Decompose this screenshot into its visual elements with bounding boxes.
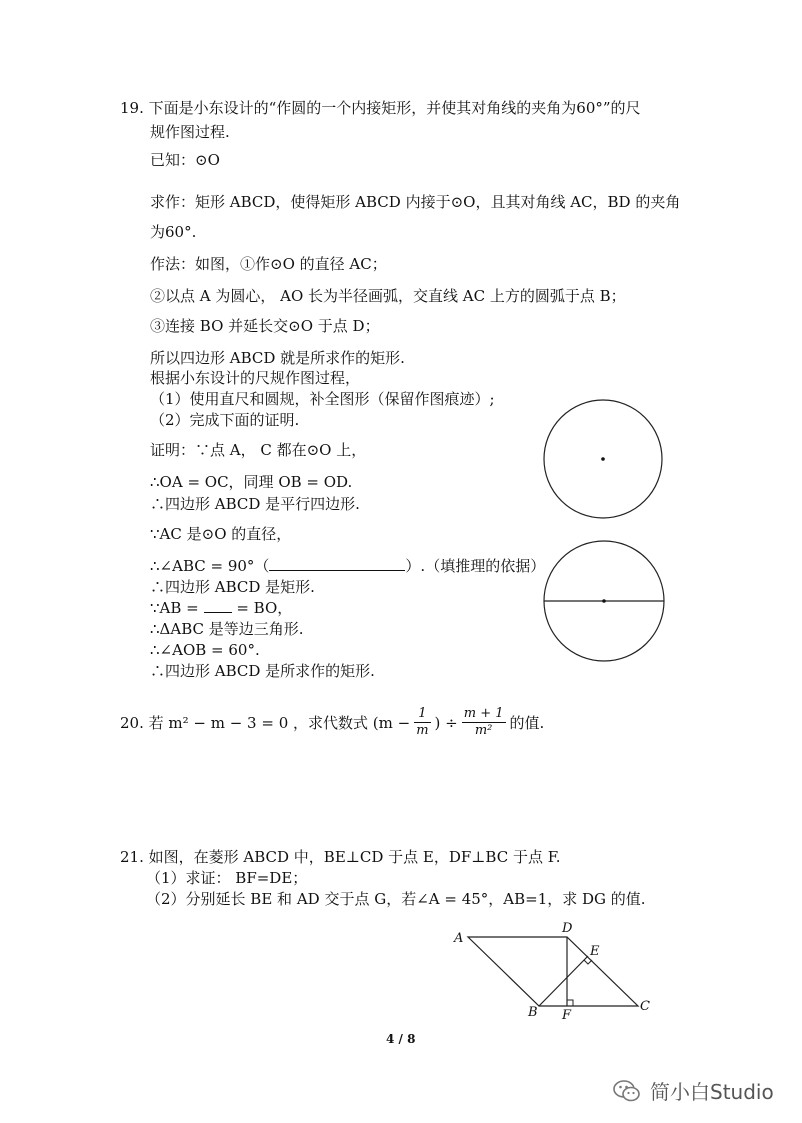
label-d: D — [562, 921, 573, 936]
wechat-icon — [612, 1078, 642, 1104]
q19-task-line2: 为60°. — [150, 223, 197, 241]
segment-be — [539, 956, 588, 1006]
center-dot — [601, 457, 605, 461]
frac2-numerator: m + 1 — [463, 706, 504, 721]
q21-part1: （1）求证： BF=DE； — [146, 869, 308, 887]
frac1-numerator: 1 — [414, 706, 430, 723]
q20-line — [120, 706, 544, 739]
q19-proof-line1: 证明：∵点 A， C 都在⊙O 上， — [150, 441, 367, 459]
q19-step3: ③连接 BO 并延长交⊙O 于点 D； — [150, 317, 380, 335]
q21-line1: 21. 如图，在菱形 ABCD 中，BE⊥CD 于点 E，DF⊥BC 于点 F. — [120, 848, 561, 866]
q19-proof-line8: ∴ΔABC 是等边三角形. — [150, 620, 304, 638]
rhombus-figure — [450, 920, 660, 1025]
q19-task-line1: 求作：矩形 ABCD，使得矩形 ABCD 内接于⊙O，且其对角线 AC，BD 的夹角 — [150, 193, 681, 211]
page-number: 4 / 8 — [386, 1032, 416, 1046]
label-b: B — [528, 1005, 538, 1020]
q19-step1: 作法：如图，①作⊙O 的直径 AC； — [150, 255, 387, 273]
right-angle-f — [567, 1000, 573, 1006]
reason-answer-blank[interactable] — [269, 556, 405, 571]
q19-proof-line2: ∴OA = OC，同理 OB = OD. — [150, 473, 353, 491]
rhombus-abcd — [468, 937, 638, 1006]
q19-step2: ②以点 A 为圆心， AO 长为半径画弧，交直线 AC 上方的圆弧于点 B； — [150, 287, 626, 305]
watermark — [612, 1076, 774, 1105]
q19-line1: 19. 下面是小东设计的“作圆的一个内接矩形，并使其对角线的夹角为60°”的尺 — [120, 99, 641, 117]
q20-mid: ) ÷ — [434, 713, 458, 732]
q19-part1: （1）使用直尺和圆规，补全图形（保留作图痕迹）; — [150, 390, 495, 408]
q19-proof-line7 — [150, 598, 292, 618]
q19-proof-line10: ∴四边形 ABCD 是所求作的矩形. — [150, 662, 375, 680]
frac1-denominator: m — [416, 723, 429, 738]
q19-proof-line9: ∴∠AOB = 60°. — [150, 641, 260, 659]
proof7-prefix: ∵AB = — [150, 599, 199, 617]
q20-prefix: 20. 若 m² − m − 3 = 0 ，求代数式 (m − — [120, 713, 411, 732]
label-f: F — [562, 1008, 572, 1023]
label-a: A — [454, 931, 464, 946]
q19-part2: （2）完成下面的证明. — [150, 411, 300, 429]
proof5-prefix: ∴∠ABC = 90°（ — [150, 557, 270, 575]
circle-figure-2 — [540, 537, 670, 665]
side-answer-blank[interactable] — [204, 598, 232, 613]
q19-known: 已知：⊙O — [150, 151, 220, 169]
q20-suffix: 的值. — [509, 713, 545, 732]
fraction-m-plus-1 — [462, 706, 506, 739]
q19-proof-line3: ∴四边形 ABCD 是平行四边形. — [150, 495, 360, 513]
q19-proof-line5 — [150, 556, 545, 576]
q19-proof-line4: ∵AC 是⊙O 的直径， — [150, 525, 292, 543]
right-angle-e — [584, 960, 592, 964]
proof7-suffix: = BO， — [236, 599, 293, 617]
proof5-suffix: ）.（填推理的依据） — [405, 557, 546, 575]
q21-part2: （2）分别延长 BE 和 AD 交于点 G，若∠A = 45°，AB=1，求 DG 的值. — [146, 890, 646, 908]
q19-conclusion: 所以四边形 ABCD 就是所求作的矩形. — [150, 349, 405, 367]
circle-figure-1 — [540, 398, 670, 523]
fraction-1-over-m — [414, 706, 430, 739]
watermark-text: 简小白Studio — [650, 1080, 774, 1104]
q19-proof-line6: ∴四边形 ABCD 是矩形. — [150, 578, 315, 596]
q19-line2: 规作图过程. — [150, 123, 230, 141]
q19-intro: 根据小东设计的尺规作图过程， — [150, 369, 361, 387]
label-c: C — [640, 999, 650, 1014]
frac2-denominator: m² — [474, 723, 493, 738]
center-dot-2 — [602, 599, 606, 603]
label-e: E — [590, 944, 600, 959]
